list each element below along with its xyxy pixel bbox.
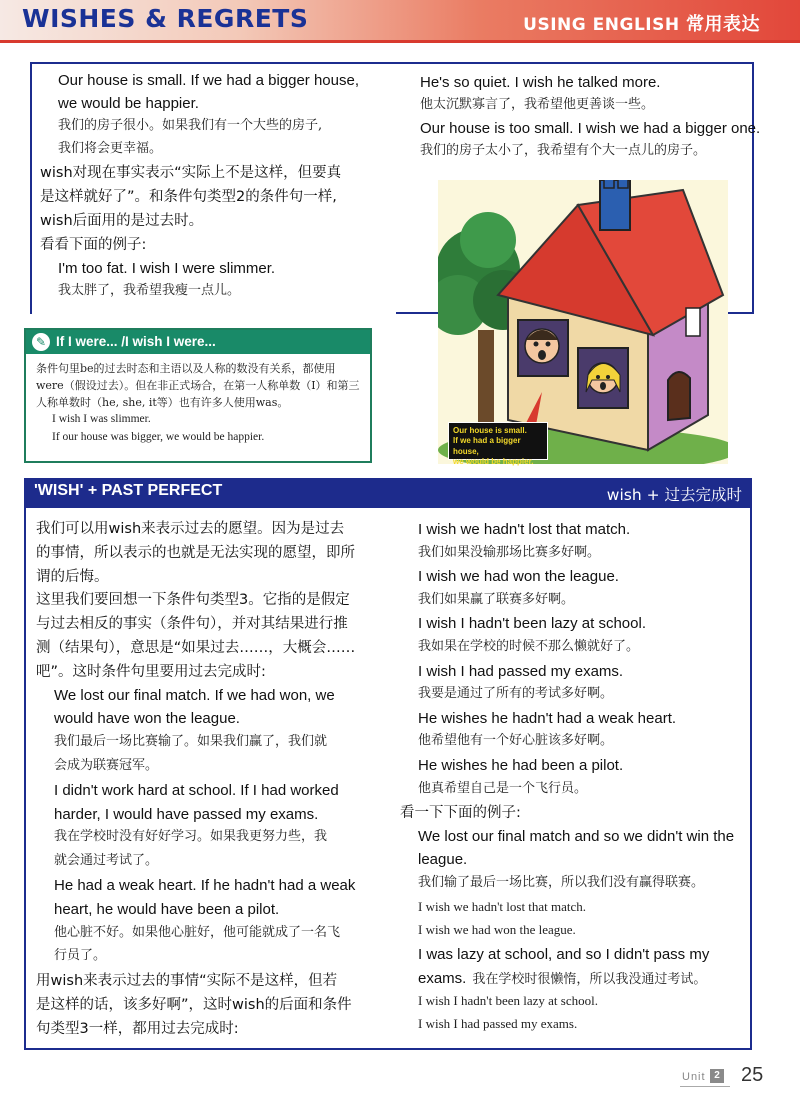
example-en: I wish we had won the league. — [418, 568, 619, 586]
example-en: we would be happier. — [58, 95, 199, 112]
header-rule — [0, 40, 800, 43]
translation-zh: 我太胖了，我希望我瘦一点儿。 — [58, 283, 241, 298]
example-en: league. — [418, 851, 468, 869]
example-en: He wishes he had been a pilot. — [418, 756, 624, 774]
explanation-zh: 是这样就好了”。和条件句类型2的条件句一样, — [40, 189, 337, 205]
grammar-note-body — [26, 354, 370, 453]
example-en: I didn't work hard at school. If I had worked — [54, 781, 339, 799]
translation-zh: 他希望他有一个好心脏该多好啊。 — [418, 733, 614, 749]
translation-zh: 他太沉默寡言了，我希望他更善谈一些。 — [420, 97, 655, 112]
translation-zh: 我们如果没输那场比赛多好啊。 — [418, 544, 601, 560]
header-section-cn: 常用表达 — [686, 14, 760, 35]
example-zh: 我在学校时很懒惰，所以我没通过考试。 — [472, 972, 707, 988]
translation-zh: 我要是通过了所有的考试多好啊。 — [418, 686, 614, 702]
translation-zh: 我们输了最后一场比赛，所以我们没有赢得联赛。 — [418, 874, 705, 890]
page-number: 25 — [741, 1064, 764, 1086]
note-line: 条件句里be的过去时态和主语以及人称的数没有关系，都使用 — [36, 362, 336, 375]
past-perfect-right-text — [400, 519, 750, 1038]
unit-label: Unit — [682, 1071, 706, 1083]
translation-zh: 我在学校时没有好好学习。如果我更努力些，我 — [54, 829, 328, 845]
note-line: were（假设过去）。但在非正式场合，在第一人称单数（I）和第三 — [36, 379, 360, 393]
translation-zh: 我们的房子太小了，我希望有个大一点儿的房子。 — [420, 143, 707, 158]
example-en: I wish we had won the league. — [418, 922, 576, 938]
example-en: harder, I would have passed my exams. — [54, 805, 319, 823]
unit-underline — [680, 1086, 730, 1087]
caption-line: Our house is small. — [453, 426, 527, 435]
translation-zh: 会成为联赛冠军。 — [54, 757, 159, 773]
caption-line: we would be happier. — [453, 457, 534, 467]
explanation-zh: 是这样的话，该多好啊”，这时wish的后面和条件 — [36, 996, 352, 1013]
example-en: Our house is small. If we had a bigger house, — [58, 72, 359, 89]
example-en: I wish I had passed my exams. — [418, 1016, 578, 1032]
explanation-zh: wish后面用的是过去时。 — [40, 213, 204, 229]
example-en: He wishes he hadn't had a weak heart. — [418, 709, 677, 727]
grammar-note-box — [24, 328, 372, 463]
explanation-zh: 谓的后悔。 — [36, 568, 109, 585]
translation-zh: 我如果在学校的时候不那么懒就好了。 — [418, 638, 640, 654]
note-example: If our house was bigger, we would be happier. — [52, 430, 265, 443]
example-en: I wish we hadn't lost that match. — [418, 898, 587, 914]
translation-zh: 我们如果赢了联赛多好啊。 — [418, 591, 575, 607]
explanation-zh: 用wish来表示过去的事情“实际不是这样，但若 — [36, 973, 338, 990]
explanation-zh: 看看下面的例子: — [40, 237, 147, 253]
explanation-zh: 与过去相反的事实（条件句），并对其结果进行推 — [36, 616, 348, 633]
section-title: 'WISH' + PAST PERFECT — [34, 482, 223, 499]
intro-left-text — [40, 70, 390, 304]
example-en: heart, he would have been a pilot. — [54, 900, 280, 918]
example-en: Our house is too small. I wish we had a bigger one. — [420, 120, 761, 137]
header-section-label — [523, 10, 760, 36]
example-en: I'm too fat. I wish I were slimmer. — [58, 260, 276, 277]
example-en: We lost our final match and so we didn't win the — [418, 827, 735, 845]
grammar-note-header — [26, 330, 370, 354]
example-en: We lost our final match. If we had won, we — [54, 686, 335, 704]
explanation-zh: 我们可以用wish来表示过去的愿望。因为是过去 — [36, 521, 345, 537]
example-en: I wish I hadn't been lazy at school. — [418, 615, 646, 633]
explanation-zh: 测（结果句），意思是“如果过去……，大概会…… — [36, 639, 356, 656]
translation-zh: 我们将会更幸福。 — [58, 141, 163, 156]
explanation-zh: 这里我们要回想一下条件句类型3。它指的是假定 — [36, 592, 350, 609]
example-en: I wish I hadn't been lazy at school. — [418, 992, 598, 1008]
explanation-zh: 吧”。这时条件句里要用过去完成时: — [36, 663, 266, 680]
translation-zh: 我们最后一场比赛输了。如果我们赢了，我们就 — [54, 734, 328, 750]
page-title: WISHES & REGRETS — [22, 4, 309, 33]
note-line: 人称单数时（he, she, it等）也有许多人使用was。 — [36, 396, 289, 410]
example-en: exams. — [418, 970, 467, 988]
caption-line: If we had a bigger house, — [453, 436, 521, 456]
explanation-zh: 的事情，所以表示的也就是无法实现的愿望，即所 — [36, 544, 355, 561]
example-en: would have won the league. — [54, 710, 240, 728]
grammar-note-title: If I were... /I wish I were... — [56, 334, 216, 349]
pencil-icon: ✎ — [32, 333, 50, 351]
text-line — [400, 967, 750, 991]
translation-zh: 就会通过考试了。 — [54, 853, 159, 869]
example-en: I was lazy at school, and so I didn't pass my — [418, 945, 710, 963]
example-en: He's so quiet. I wish he talked more. — [420, 74, 661, 91]
translation-zh: 行员了。 — [54, 948, 107, 964]
section-title-cn: wish + 过去完成时 — [606, 486, 742, 504]
explanation-zh: wish对现在事实表示“实际上不是这样，但要真 — [40, 165, 342, 181]
past-perfect-left-text — [36, 518, 386, 1042]
intro-right-text — [420, 72, 761, 164]
unit-number: 2 — [710, 1069, 724, 1083]
translation-zh: 我们的房子很小。如果我们有一个大些的房子, — [58, 118, 323, 133]
note-example: I wish I was slimmer. — [52, 413, 151, 426]
translation-zh: 他心脏不好。如果他心脏好，他可能就成了一名飞 — [54, 924, 341, 940]
example-en: He had a weak heart. If he hadn't had a weak — [54, 876, 356, 894]
door — [668, 372, 690, 420]
header-section-en: USING ENGLISH — [523, 15, 680, 35]
side-window — [686, 308, 700, 336]
explanation-zh: 看一下下面的例子: — [400, 805, 521, 822]
illustration-caption — [448, 422, 548, 467]
example-en: I wish I had passed my exams. — [418, 662, 624, 680]
translation-zh: 他真希望自己是一个飞行员。 — [418, 780, 588, 796]
example-en: I wish we hadn't lost that match. — [418, 521, 631, 538]
explanation-zh: 句类型3一样，都用过去完成时: — [36, 1020, 239, 1037]
